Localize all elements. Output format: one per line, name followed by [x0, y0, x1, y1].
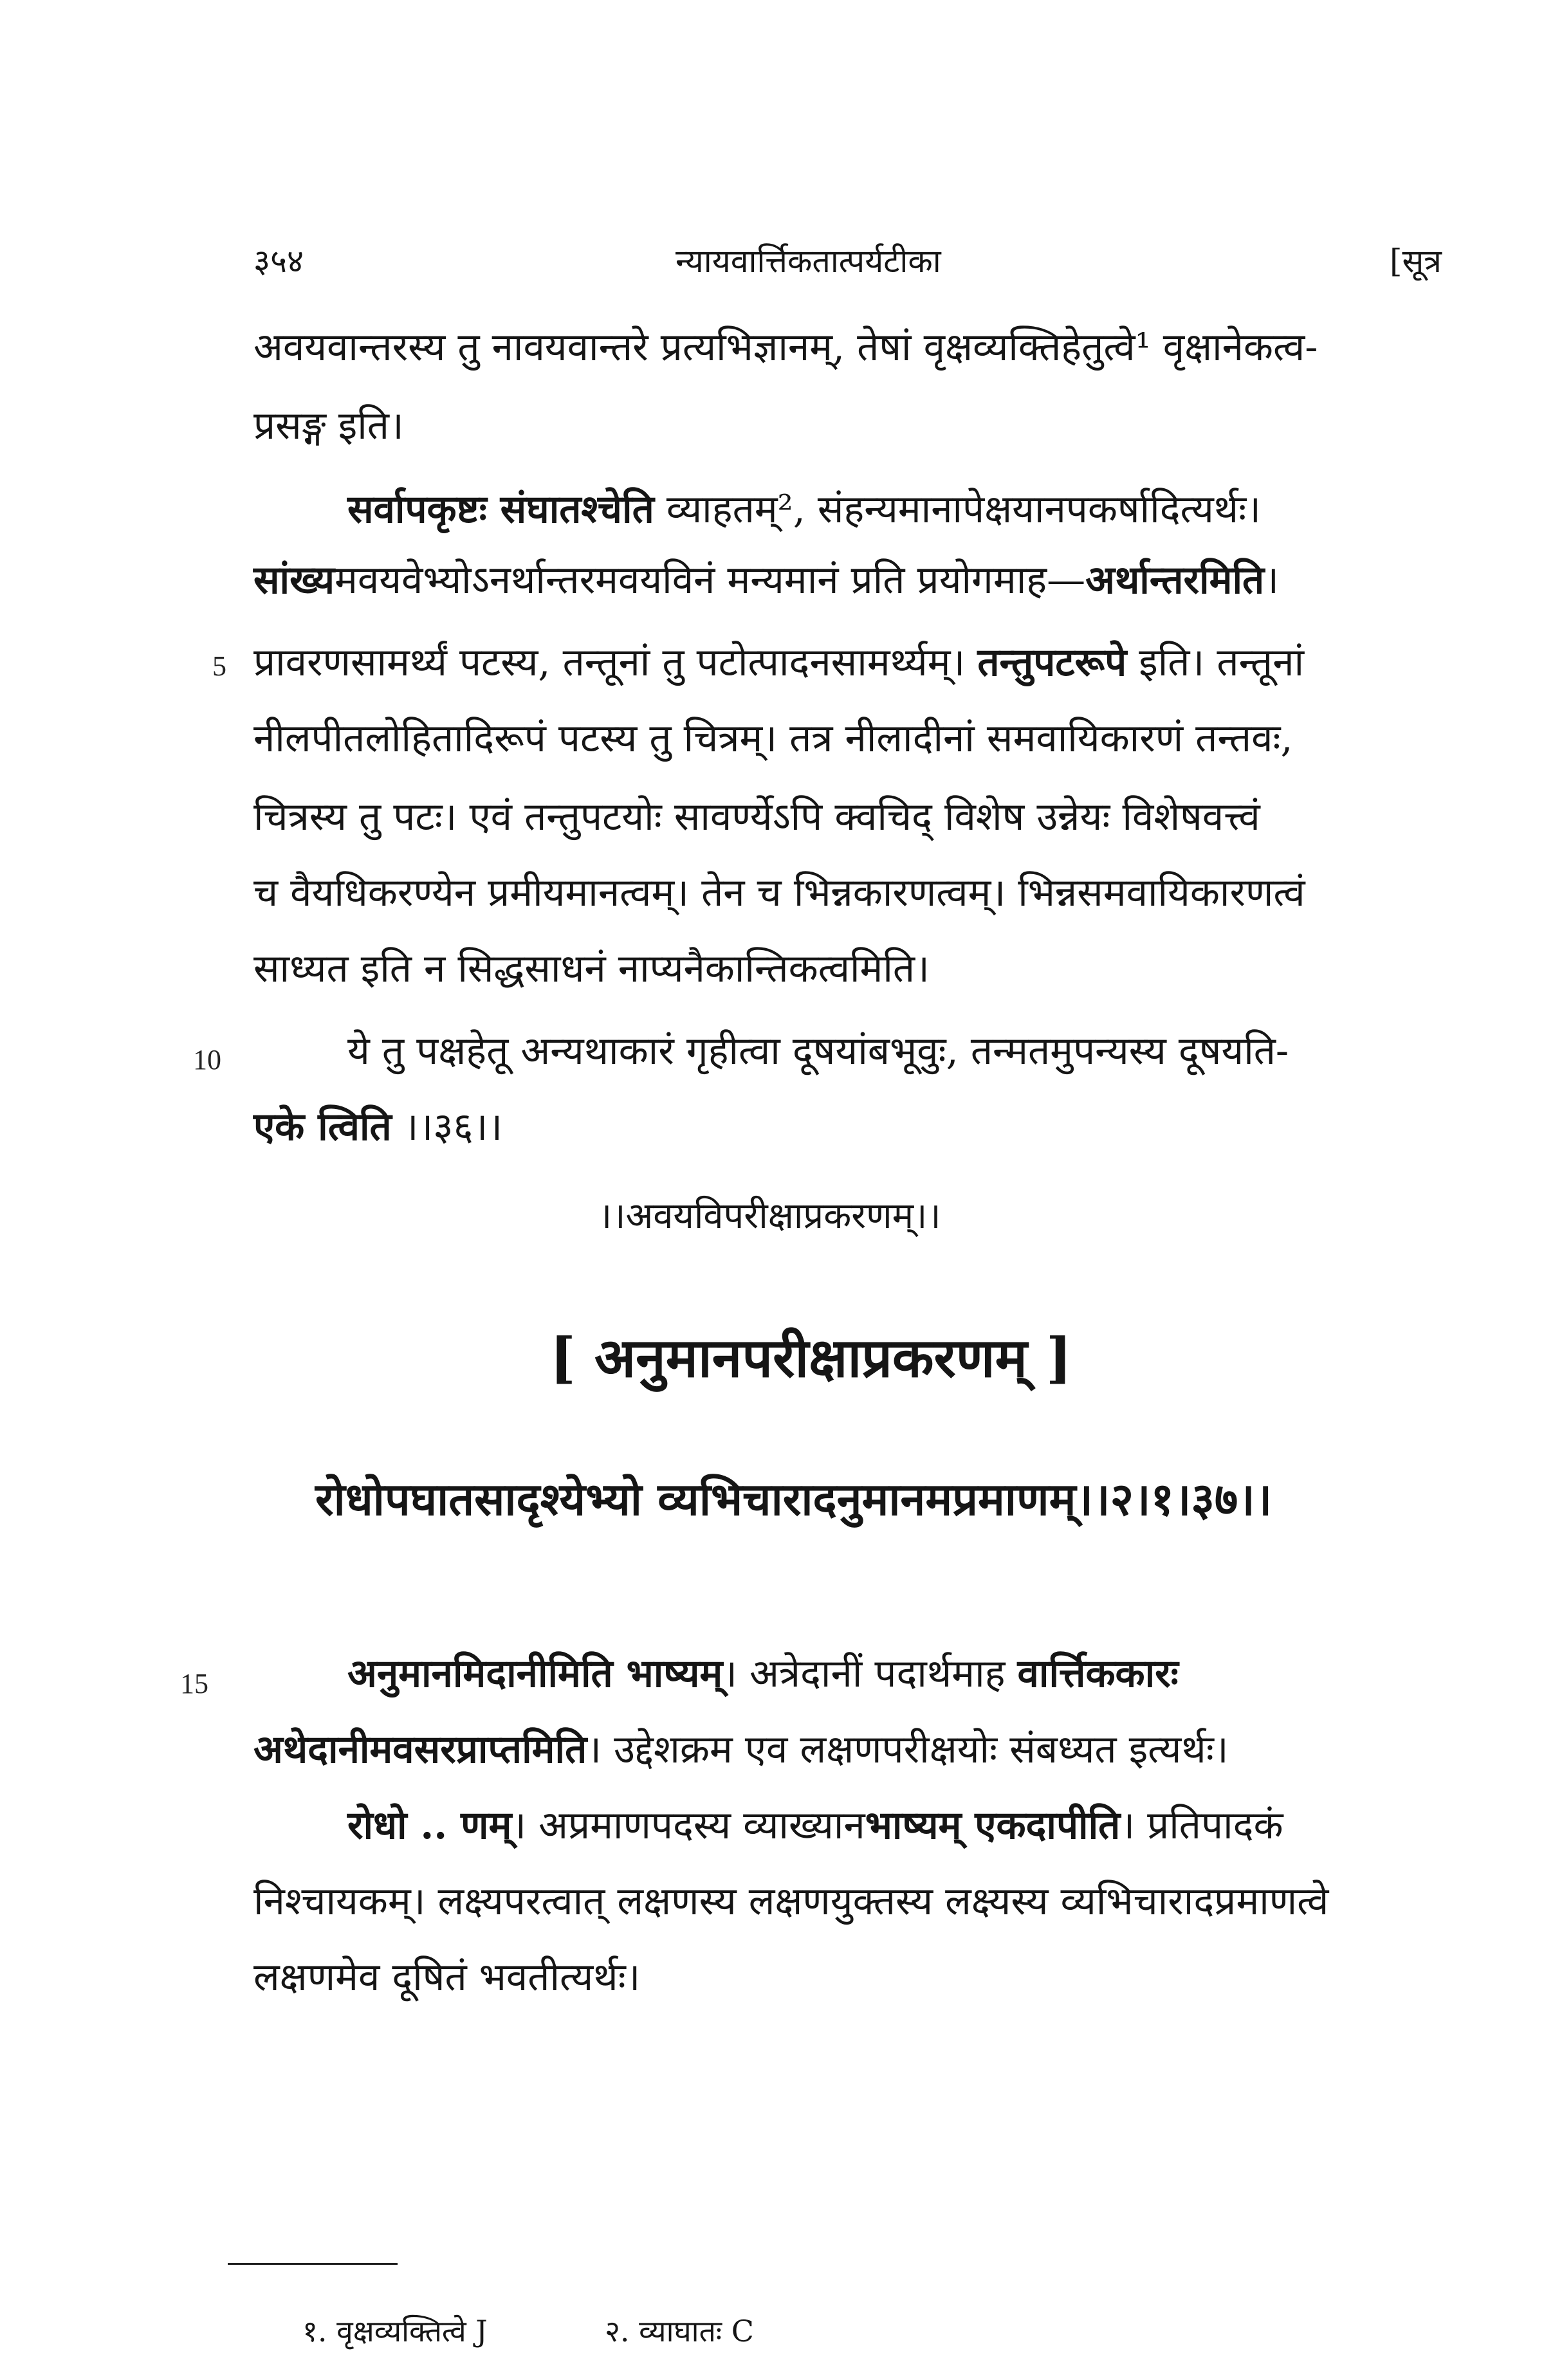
- bold-term: भाष्यम् एकदापीति: [865, 1803, 1121, 1848]
- text-line: [347, 1651, 1179, 1696]
- bold-term: सर्वापकृष्टः संघातश्चेति: [347, 487, 654, 532]
- text-span: व्याहतम्², संहन्यमानापेक्षयानपकर्षादित्यर्थः।: [654, 487, 1261, 532]
- bold-term: सांख्य: [253, 558, 335, 603]
- text-line: लक्षणमेव दूषितं भवतीत्यर्थः।: [253, 1955, 641, 2000]
- text-span: । उद्देशक्रम एव लक्षणपरीक्षयोः संबध्यत इत्यर्थः।: [587, 1727, 1229, 1772]
- bold-term: तन्तुपटरूपे: [977, 640, 1127, 685]
- text-line: साध्यत इति न सिद्धसाधनं नाप्यनैकान्तिकत्वमिति।: [253, 946, 930, 991]
- text-span: । अत्रेदानीं पदार्थमाह: [722, 1651, 1018, 1696]
- text-span: ।।३६।।: [391, 1104, 503, 1149]
- text-line: [253, 558, 1279, 603]
- bold-term: रोधो .. णम्: [347, 1803, 512, 1848]
- bold-term: अथेदानीमवसरप्राप्तमिति: [253, 1727, 587, 1772]
- text-line: [253, 1104, 503, 1149]
- text-span: ।: [1264, 558, 1279, 603]
- text-span: । प्रतिपादकं: [1120, 1803, 1283, 1848]
- text-line: ये तु पक्षहेतू अन्यथाकारं गृहीत्वा दूषयांबभूवुः, तन्मतमुपन्यस्य दूषयति-: [347, 1029, 1289, 1074]
- sutra-text: रोधोपघातसादृश्येभ्यो व्यभिचारादनुमानमप्रमाणम्।।२।१।३७।।: [315, 1472, 1273, 1526]
- text-line: अवयवान्तरस्य तु नावयवान्तरे प्रत्यभिज्ञानम्, तेषां वृक्षव्यक्तिहेतुत्वे¹ वृक्षानेकत्व-: [253, 325, 1318, 370]
- bold-term: एके त्विति: [253, 1104, 392, 1149]
- text-line: [253, 1727, 1229, 1772]
- footnote-2: २. व्याघातः C: [605, 2314, 754, 2348]
- text-line: [347, 487, 1261, 532]
- text-line: चित्रस्य तु पटः। एवं तन्तुपटयोः सावर्ण्येऽपि क्वचिद् विशेष उन्नेयः विशेषवत्त्वं: [253, 794, 1260, 839]
- line-number: 15: [180, 1668, 208, 1699]
- line-number: 5: [212, 650, 226, 682]
- text-span: प्रावरणसामर्थ्यं पटस्य, तन्तूनां तु पटोत्पादनसामर्थ्यम्।: [253, 640, 978, 685]
- running-title: न्यायवार्त्तिकतात्पर्यटीका: [676, 243, 941, 280]
- sutra-marker: [सूत्र: [1390, 243, 1442, 280]
- text-span: इति। तन्तूनां: [1126, 640, 1305, 685]
- bold-term: अनुमानमिदानीमिति भाष्यम्: [347, 1651, 723, 1696]
- section-title: [ अनुमानपरीक्षाप्रकरणम् ]: [550, 1326, 1072, 1389]
- text-span: मवयवेभ्योऽनर्थान्तरमवयविनं मन्यमानं प्रति प्रयोगमाह—: [335, 558, 1086, 603]
- text-line: प्रसङ्ग इति।: [253, 403, 404, 448]
- bold-term: वार्त्तिककारः: [1017, 1651, 1179, 1696]
- text-line: निश्चायकम्। लक्ष्यपरत्वात् लक्षणस्य लक्षणयुक्तस्य लक्ष्यस्य व्यभिचारादप्रमाणत्वे: [253, 1879, 1329, 1924]
- text-line: [253, 640, 1305, 685]
- line-number: 10: [193, 1044, 221, 1076]
- text-line: नीलपीतलोहितादिरूपं पटस्य तु चित्रम्। तत्र नीलादीनां समवायिकारणं तन्तवः,: [253, 716, 1293, 761]
- bold-term: अर्थान्तरमिति: [1085, 558, 1265, 603]
- text-line: [347, 1803, 1283, 1848]
- footnote-rule: [228, 2263, 398, 2265]
- text-span: । अप्रमाणपदस्य व्याख्यान: [511, 1803, 865, 1848]
- footnote-1: १. वृक्षव्यक्तित्वे J: [302, 2314, 488, 2348]
- section-end-marker: ।।अवयविपरीक्षाप्रकरणम्।।: [598, 1195, 941, 1237]
- text-line: च वैयधिकरण्येन प्रमीयमानत्वम्। तेन च भिन्नकारणत्वम्। भिन्नसमवायिकारणत्वं: [253, 870, 1305, 915]
- page-number: ३५४: [253, 243, 304, 280]
